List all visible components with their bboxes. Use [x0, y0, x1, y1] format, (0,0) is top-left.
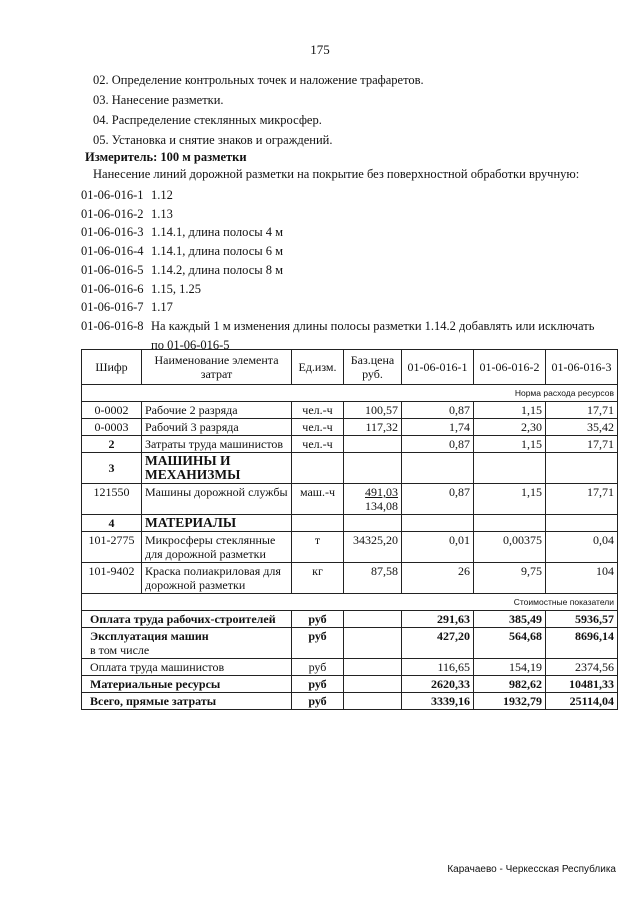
cell: 1,15 — [474, 484, 546, 515]
cell — [546, 515, 618, 532]
work-steps — [93, 70, 424, 150]
step-item: 02. Определение контрольных точек и наложение трафаретов. — [93, 73, 424, 87]
code-text-continuation: по 01-06-016-5 — [151, 337, 230, 352]
table-row — [82, 484, 618, 515]
step-item: 03. Нанесение разметки. — [93, 93, 224, 107]
summary-note: в том числе — [90, 643, 150, 657]
cell — [402, 453, 474, 484]
code-text: На каждый 1 м изменения длины полосы разметки 1.14.2 добавлять или исключать — [151, 318, 595, 333]
cell: 101-9402 — [82, 563, 142, 594]
summary-row — [82, 611, 618, 628]
cost-label: Стоимостные показатели — [82, 594, 618, 611]
code-text: 1.14.1, длина полосы 4 м — [151, 225, 284, 240]
summary-label: Оплата труда машинистов — [82, 659, 292, 676]
section-title: МАТЕРИАЛЫ — [142, 515, 292, 532]
price: 491,03 — [365, 485, 398, 499]
cell: 385,49 — [474, 611, 546, 628]
cell — [546, 453, 618, 484]
price-secondary: 134,08 — [365, 499, 398, 513]
cell: 0,04 — [546, 532, 618, 563]
step-item: 04. Распределение стеклянных микросфер. — [93, 113, 322, 127]
cell: 1,74 — [402, 419, 474, 436]
code-text: 1.14.1, длина полосы 6 м — [151, 244, 284, 259]
code-item — [81, 242, 621, 261]
table-row — [82, 563, 618, 594]
cell: 3339,16 — [402, 693, 474, 710]
cell — [344, 453, 402, 484]
header-cell: 01-06-016-3 — [546, 350, 618, 385]
cell: 2374,56 — [546, 659, 618, 676]
section-row — [82, 515, 618, 532]
table-header-row — [82, 350, 618, 385]
cell: 117,32 — [344, 419, 402, 436]
cell: руб — [292, 693, 344, 710]
cell: 4 — [82, 515, 142, 532]
cell: 427,20 — [402, 628, 474, 659]
cell — [344, 515, 402, 532]
cell: 0,00375 — [474, 532, 546, 563]
cell: т — [292, 532, 344, 563]
code: 01-06-016-1 — [81, 188, 144, 202]
code-item — [81, 223, 621, 242]
summary-row — [82, 659, 618, 676]
cell: Краска полиакриловая для дорожной разметки — [142, 563, 292, 594]
cell — [344, 693, 402, 710]
table-row — [82, 436, 618, 453]
header-cell: Ед.изм. — [292, 350, 344, 385]
cell: 17,71 — [546, 436, 618, 453]
cell: 2620,33 — [402, 676, 474, 693]
cell: чел.-ч — [292, 436, 344, 453]
cell — [344, 676, 402, 693]
cell: кг — [292, 563, 344, 594]
cell: 0,87 — [402, 484, 474, 515]
code: 01-06-016-4 — [81, 244, 144, 259]
table-row — [82, 419, 618, 436]
code-item — [81, 280, 621, 299]
summary-row — [82, 628, 618, 659]
header-cell: Баз.цена руб. — [344, 350, 402, 385]
page-number: 175 — [310, 42, 330, 57]
cell: 87,58 — [344, 563, 402, 594]
table-row — [82, 532, 618, 563]
work-description: Нанесение линий дорожной разметки на покрытие без поверхностной обработки вручную: — [93, 167, 580, 181]
cell: 9,75 — [474, 563, 546, 594]
code: 01-06-016-7 — [81, 300, 144, 315]
cell: 8696,14 — [546, 628, 618, 659]
header-cell: 01-06-016-1 — [402, 350, 474, 385]
cell — [402, 515, 474, 532]
header-cell: Шифр — [82, 350, 142, 385]
cell: 116,65 — [402, 659, 474, 676]
cell — [292, 453, 344, 484]
cell — [344, 436, 402, 453]
cell: 121550 — [82, 484, 142, 515]
code-item — [81, 261, 621, 280]
header-cell: Наименование элемента затрат — [142, 350, 292, 385]
section-row — [82, 453, 618, 484]
code: 01-06-016-8 — [81, 318, 144, 333]
cell — [344, 659, 402, 676]
cell: руб — [292, 611, 344, 628]
cell — [474, 453, 546, 484]
cell: 2 — [82, 436, 142, 453]
code-text: 1.17 — [151, 300, 173, 315]
cell: Рабочий 3 разряда — [142, 419, 292, 436]
cell: 104 — [546, 563, 618, 594]
cell: руб — [292, 659, 344, 676]
code: 01-06-016-2 — [81, 206, 144, 221]
summary-row — [82, 693, 618, 710]
cell: 1,15 — [474, 402, 546, 419]
summary-label — [82, 628, 292, 659]
code-text: 1.15, 1.25 — [151, 281, 201, 296]
cell: 1,15 — [474, 436, 546, 453]
cell: 154,19 — [474, 659, 546, 676]
cell: 5936,57 — [546, 611, 618, 628]
cell: 100,57 — [344, 402, 402, 419]
norm-label: Норма расхода ресурсов — [82, 385, 618, 402]
cell: Рабочие 2 разряда — [142, 402, 292, 419]
code-text: 1.14.2, длина полосы 8 м — [151, 262, 284, 277]
measure-unit: Измеритель: 100 м разметки — [85, 150, 247, 164]
cell: 0,87 — [402, 402, 474, 419]
cell: 982,62 — [474, 676, 546, 693]
page-footer: Карачаево - Черкесская Республика — [447, 864, 616, 875]
section-title: МАШИНЫ И МЕХАНИЗМЫ — [142, 453, 292, 484]
cell: 35,42 — [546, 419, 618, 436]
cell: маш.-ч — [292, 484, 344, 515]
code-item — [81, 298, 621, 317]
header-cell: 01-06-016-2 — [474, 350, 546, 385]
code-text: 1.13 — [151, 206, 173, 221]
code: 01-06-016-5 — [81, 262, 144, 277]
summary-row — [82, 676, 618, 693]
code-text: 1.12 — [151, 188, 173, 202]
cell — [344, 484, 402, 515]
cell: 0-0002 — [82, 402, 142, 419]
cell: 291,63 — [402, 611, 474, 628]
cell: Микросферы стеклянные для дорожной разметки — [142, 532, 292, 563]
cell: 3 — [82, 453, 142, 484]
code: 01-06-016-3 — [81, 225, 144, 240]
code: 01-06-016-6 — [81, 281, 144, 296]
cell: 0-0003 — [82, 419, 142, 436]
cell: чел.-ч — [292, 402, 344, 419]
cell: 10481,33 — [546, 676, 618, 693]
cell — [474, 515, 546, 532]
table-row — [82, 402, 618, 419]
cell: 26 — [402, 563, 474, 594]
cell: 25114,04 — [546, 693, 618, 710]
cell: 34325,20 — [344, 532, 402, 563]
cell: 17,71 — [546, 402, 618, 419]
cell: 1932,79 — [474, 693, 546, 710]
cell: руб — [292, 676, 344, 693]
summary-label: Всего, прямые затраты — [82, 693, 292, 710]
summary-label: Материальные ресурсы — [82, 676, 292, 693]
cell: 17,71 — [546, 484, 618, 515]
cell: руб — [292, 628, 344, 659]
summary-title: Эксплуатация машин — [90, 629, 209, 643]
cell: 101-2775 — [82, 532, 142, 563]
cell: Машины дорожной службы — [142, 484, 292, 515]
cell — [344, 611, 402, 628]
cell: 2,30 — [474, 419, 546, 436]
code-item — [81, 317, 621, 336]
cost-subheader-row — [82, 594, 618, 611]
cell — [344, 628, 402, 659]
step-item: 05. Установка и снятие знаков и ограждений. — [93, 133, 333, 147]
cell: 0,01 — [402, 532, 474, 563]
cell: Затраты труда машинистов — [142, 436, 292, 453]
summary-label: Оплата труда рабочих-строителей — [82, 611, 292, 628]
code-list — [81, 186, 621, 354]
code-item — [81, 205, 621, 224]
code-item — [81, 186, 621, 205]
cell — [292, 515, 344, 532]
cell: 564,68 — [474, 628, 546, 659]
cell: чел.-ч — [292, 419, 344, 436]
cell: 0,87 — [402, 436, 474, 453]
norm-subheader-row — [82, 385, 618, 402]
resource-table — [81, 349, 618, 710]
